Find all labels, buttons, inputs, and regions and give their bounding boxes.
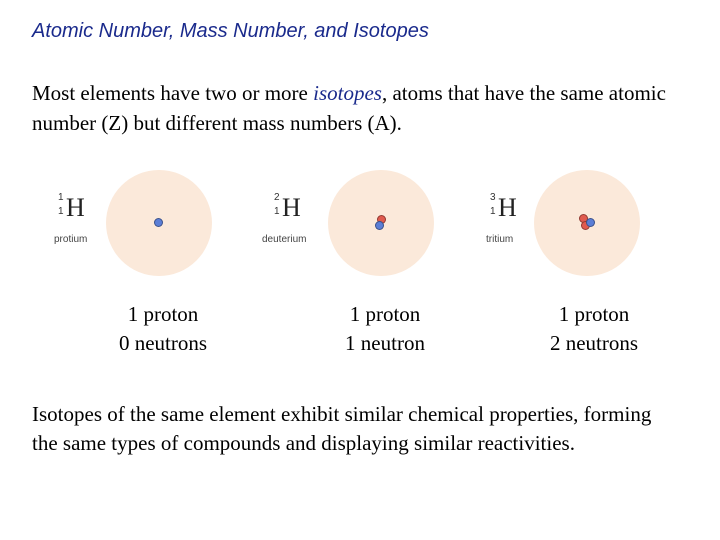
proton-count-label: 1 proton xyxy=(558,302,630,326)
neutron-count-label: 2 neutrons xyxy=(549,331,639,355)
mass-number: 1 xyxy=(58,192,64,203)
nuclide-symbol xyxy=(54,192,114,224)
intro-text-after: , atoms that have the same atomic number (Z) but different mass numbers (A). xyxy=(32,81,666,135)
element-symbol: H xyxy=(66,193,85,222)
element-symbol: H xyxy=(498,193,517,222)
isotope-name: deuterium xyxy=(262,234,307,245)
isotope-name: protium xyxy=(54,234,88,245)
neutron-count-label: 1 neutron xyxy=(345,331,425,355)
atomic-number: 1 xyxy=(58,206,64,217)
intro-text-before: Most elements have two or more xyxy=(32,81,314,105)
intro-paragraph xyxy=(32,78,692,138)
closing-paragraph: Isotopes of the same element exhibit similar chemical properties, forming the same types of compounds and displaying similar reactivities. xyxy=(32,402,652,455)
electron-cloud xyxy=(534,170,640,276)
proton-particle xyxy=(586,218,595,227)
tritium-counts xyxy=(519,300,669,358)
proton-particle xyxy=(375,221,384,230)
mass-number: 3 xyxy=(490,192,496,203)
atomic-number: 1 xyxy=(274,206,280,217)
isotope-deuterium xyxy=(262,168,472,278)
mass-number: 2 xyxy=(274,192,280,203)
isotope-name: tritium xyxy=(486,234,514,245)
proton-particle xyxy=(154,218,163,227)
proton-count-label: 1 proton xyxy=(349,302,421,326)
isotope-protium xyxy=(54,168,264,278)
deuterium-counts xyxy=(310,300,460,358)
proton-count-label: 1 proton xyxy=(127,302,199,326)
atomic-number: 1 xyxy=(490,206,496,217)
isotope-tritium xyxy=(486,168,696,278)
element-symbol: H xyxy=(282,193,301,222)
electron-cloud xyxy=(328,170,434,276)
electron-cloud xyxy=(106,170,212,276)
protium-counts xyxy=(88,300,238,358)
slide-title: Atomic Number, Mass Number, and Isotopes xyxy=(32,20,429,42)
isotopes-keyword: isotopes xyxy=(313,81,382,105)
neutron-count-label: 0 neutrons xyxy=(118,331,208,355)
nuclide-symbol xyxy=(270,192,330,224)
